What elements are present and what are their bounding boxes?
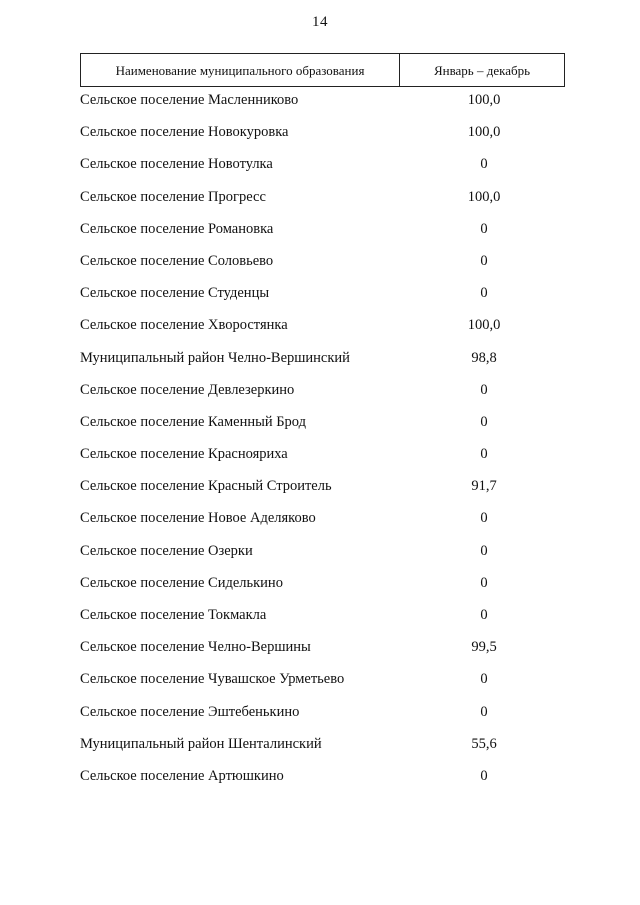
row-name: Сельское поселение Прогресс — [80, 188, 266, 205]
row-value: 100,0 — [467, 188, 501, 205]
row-name: Муниципальный район Челно-Вершинский — [80, 349, 350, 366]
row-name: Сельское поселение Новокуровка — [80, 124, 289, 141]
row-name: Сельское поселение Токмакла — [80, 607, 267, 623]
table-row — [0, 186, 640, 218]
table-row — [0, 218, 640, 250]
table-row — [0, 572, 640, 604]
row-name: Сельское поселение Озерки — [80, 542, 253, 559]
row-value: 0 — [480, 574, 488, 591]
row-name: Сельское поселение Масленниково — [80, 92, 299, 108]
table-row — [0, 668, 640, 700]
table-row — [0, 347, 640, 379]
table-header — [80, 53, 565, 87]
table-row — [0, 540, 640, 572]
table-row — [0, 411, 640, 443]
row-name: Сельское поселение Студенцы — [80, 285, 270, 302]
table-row — [0, 507, 640, 539]
table-row — [0, 379, 640, 411]
row-value: 0 — [480, 156, 488, 173]
row-value: 100,0 — [467, 92, 501, 108]
table-row — [0, 250, 640, 282]
header-municipality-name: Наименование муниципального образования — [81, 54, 400, 86]
table-row — [0, 314, 640, 346]
row-value: 99,5 — [471, 639, 497, 656]
row-value: 0 — [480, 252, 488, 269]
row-name: Сельское поселение Каменный Брод — [80, 413, 306, 430]
row-name: Сельское поселение Соловьево — [80, 252, 274, 269]
row-value: 0 — [480, 510, 488, 527]
row-value: 0 — [480, 671, 488, 688]
table-row — [0, 733, 640, 765]
row-name: Сельское поселение Челно-Вершины — [80, 639, 311, 656]
row-value: 55,6 — [471, 735, 497, 752]
row-name: Сельское поселение Романовка — [80, 220, 274, 237]
row-value: 0 — [480, 220, 488, 237]
row-name: Сельское поселение Девлезеркино — [80, 381, 295, 398]
table-row — [0, 475, 640, 507]
row-name: Муниципальный район Шенталинский — [80, 735, 322, 752]
header-period: Январь – декабрь — [433, 63, 531, 78]
row-value: 98,8 — [471, 349, 497, 366]
row-value: 0 — [480, 767, 488, 784]
row-name: Сельское поселение Новое Аделяково — [80, 510, 316, 527]
row-value: 0 — [480, 542, 488, 559]
table-row — [0, 282, 640, 314]
row-name: Сельское поселение Новотулка — [80, 156, 273, 173]
row-value: 91,7 — [471, 478, 497, 495]
table-row — [0, 765, 640, 797]
table-row — [0, 636, 640, 668]
row-name: Сельское поселение Красный Строитель — [80, 478, 332, 495]
table-row — [0, 604, 640, 636]
table-row — [0, 121, 640, 153]
table-row — [0, 89, 640, 121]
table-row — [0, 443, 640, 475]
row-name: Сельское поселение Сиделькино — [80, 574, 283, 591]
row-name: Сельское поселение Эштебенькино — [80, 703, 300, 720]
table-body — [0, 89, 640, 797]
row-name: Сельское поселение Чувашское Урметьево — [80, 671, 345, 688]
row-value: 0 — [480, 607, 488, 623]
row-value: 0 — [480, 285, 488, 302]
table-row — [0, 153, 640, 185]
row-name: Сельское поселение Хворостянка — [80, 317, 288, 334]
page-number: 14 — [312, 14, 328, 30]
row-value: 0 — [480, 381, 488, 398]
row-name: Сельское поселение Краснояриха — [80, 446, 288, 463]
row-value: 0 — [480, 413, 488, 430]
row-value: 0 — [480, 446, 488, 463]
row-value: 100,0 — [467, 317, 501, 334]
table-row — [0, 701, 640, 733]
row-value: 0 — [480, 703, 488, 720]
row-name: Сельское поселение Артюшкино — [80, 767, 284, 784]
row-value: 100,0 — [467, 124, 501, 141]
